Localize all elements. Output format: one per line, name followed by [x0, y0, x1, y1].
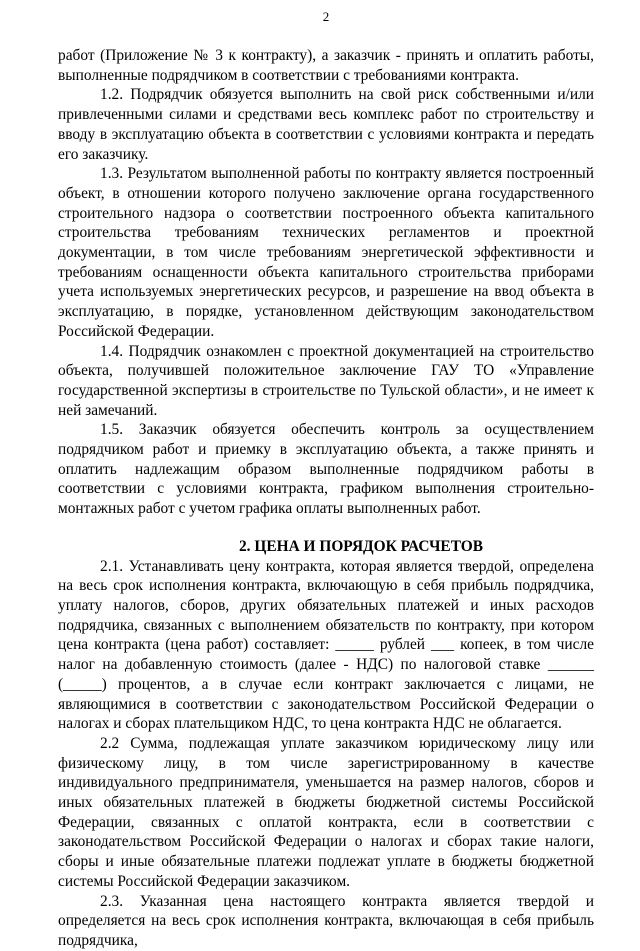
paragraph-1-4: 1.4. Подрядчик ознакомлен с проектной документацией на строительство объекта, получившей положительное заключение ГАУ ТО «Управление государственной экспертизы в строительстве по Тульской области», и не имеет к ней замечаний.	[58, 342, 594, 419]
section-2-heading: 2. ЦЕНА И ПОРЯДОК РАСЧЕТОВ	[238, 537, 483, 555]
paragraph-1-3: 1.3. Результатом выполненной работы по контракту является построенный объект, в отношении которого получено заключение органа государственного строительного надзора о соответствии построенного объекта капитального строительства требованиям технических регламентов и проектной документации, в том числе требованиям энергетической эффективности и требованиям оснащенности объекта капитального строительства приборами учета используемых энергетических ресурсов, и разрешение на ввод объекта в эксплуатацию, в порядке, установленном действующим законодательством Российской Федерации.	[58, 165, 594, 340]
paragraph-1-1-continuation: работ (Приложение № 3 к контракту), а заказчик - принять и оплатить работы, выполненные подрядчиком в соответствии с требованиями контракта.	[58, 47, 594, 84]
paragraph-2-2: 2.2 Сумма, подлежащая уплате заказчиком юридическому лицу или физическому лицу, в том числе зарегистрированному в качестве индивидуального предпринимателя, уменьшается на размер налогов, сборов и иных обязательных платежей в бюджеты бюджетной системы Российской Федерации, связанных с оплатой контракта, если в соответствии с законодательством Российской Федерации о налогах и сборах такие налоги, сборы и иные обязательные платежи подлежат уплате в бюджеты бюджетной системы Российской Федерации заказчиком.	[58, 734, 594, 890]
paragraph-1-5: 1.5. Заказчик обязуется обеспечить контроль за осуществлением подрядчиком работ и приемку в эксплуатацию объекта, а также принять и оплатить надлежащим образом выполненные подрядчиком работы в соответствии с условиями контракта, графиком выполнения строительно-монтажных работ с учетом графика оплаты выполненных работ.	[58, 421, 594, 518]
paragraph-1-2: 1.2. Подрядчик обязуется выполнить на свой риск собственными и/или привлеченными силами и средствами весь комплекс работ по строительству и вводу в эксплуатацию объекта в соответствии с условиями контракта и передать его заказчику.	[58, 86, 594, 163]
paragraph-2-3: 2.3. Указанная цена настоящего контракта является твердой и определяется на весь срок исполнения контракта, включающая в себя прибыль подрядчика,	[58, 892, 594, 949]
paragraph-2-1: 2.1. Устанавливать цену контракта, которая является твердой, определена на весь срок исполнения контракта, включающую в себя прибыль подрядчика, уплату налогов, сборов, других обязательных платежей и иных расходов подрядчика, связанных с выполнением обязательств по контракту, при котором цена контракта (цена работ) составляет: _____ рублей ___ копеек, в том числе налог на добавленную стоимость (далее - НДС) по налоговой ставке ______ (_____) процентов, а в случае если контракт заключается с лицами, не являющимися в соответствии с законодательством Российской Федерации о налогах и сборах плательщиком НДС, то цена контракта НДС не облагается.	[58, 557, 594, 733]
page-number: 2	[322, 9, 330, 24]
